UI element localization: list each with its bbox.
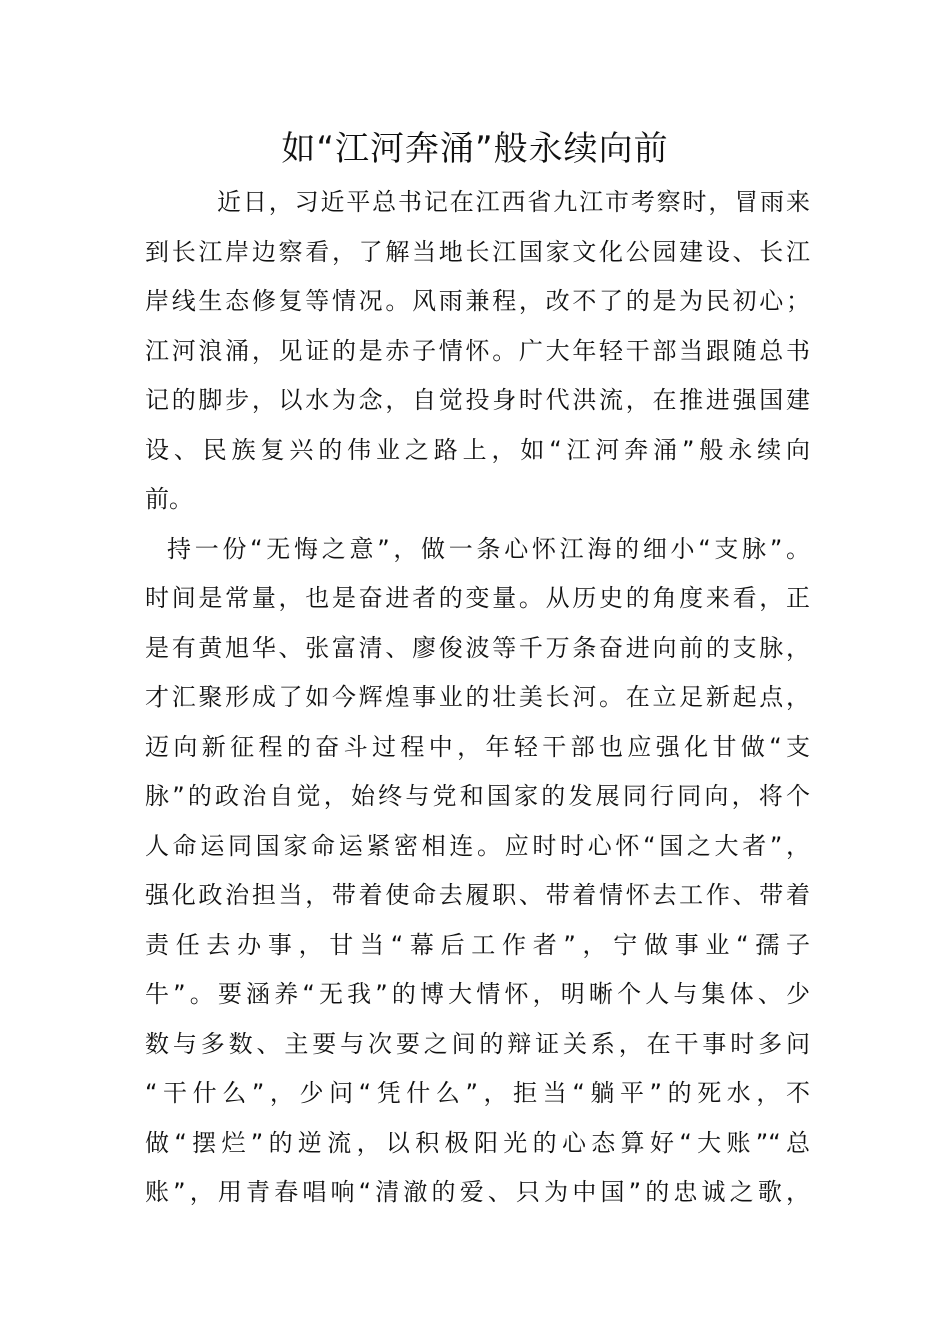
- paragraph-line: 岸线生态修复等情况。风雨兼程，改不了的是为民初心；: [145, 287, 810, 315]
- paragraph-line: 记的脚步，以水为念，自觉投身时代洪流，在推进强国建: [145, 386, 810, 414]
- paragraph-line: 迈向新征程的奋斗过程中，年轻干部也应强化甘做“支: [145, 732, 810, 761]
- paragraph-line: 人命运同国家命运紧密相连。应时时心怀“国之大者”，: [145, 831, 810, 860]
- document-title: 如“江河奔涌”般永续向前: [281, 129, 669, 169]
- paragraph-line: 强化政治担当，带着使命去履职、带着情怀去工作、带着: [145, 881, 810, 909]
- paragraph-line: 数与多数、主要与次要之间的辩证关系，在干事时多问: [145, 1029, 810, 1058]
- paragraph-line: 持一份“无悔之意”，做一条心怀江海的细小“支脉”。: [167, 534, 810, 563]
- document-body: [145, 178, 810, 1218]
- paragraph-line: 到长江岸边察看，了解当地长江国家文化公园建设、长江: [145, 237, 810, 266]
- paragraph-line: 才汇聚形成了如今辉煌事业的壮美长河。在立足新起点，: [145, 683, 810, 711]
- paragraph-line: 设、民族复兴的伟业之路上，如“江河奔涌”般永续向: [145, 435, 810, 464]
- paragraph-line: 责任去办事，甘当“幕后工作者”，宁做事业“孺子: [145, 930, 810, 959]
- paragraph-line: “干什么”，少问“凭什么”，拒当“躺平”的死水，不: [145, 1079, 810, 1107]
- paragraph-1: [145, 178, 810, 525]
- paragraph-line: 前。: [145, 485, 193, 513]
- paragraph-line: 账”，用青春唱响“清澈的爱、只为中国”的忠诚之歌，: [145, 1178, 810, 1206]
- paragraph-line: 是有黄旭华、张富清、廖俊波等千万条奋进向前的支脉，: [145, 633, 810, 662]
- paragraph-line: 做“摆烂”的逆流，以积极阳光的心态算好“大账”“总: [145, 1128, 810, 1157]
- paragraph-line: 近日，习近平总书记在江西省九江市考察时，冒雨来: [217, 188, 810, 216]
- paragraph-line: 江河浪涌，见证的是赤子情怀。广大年轻干部当跟随总书: [145, 336, 810, 365]
- paragraph-line: 脉”的政治自觉，始终与党和国家的发展同行同向，将个: [145, 782, 810, 810]
- paragraph-2: [145, 525, 810, 1218]
- paragraph-line: 时间是常量，也是奋进者的变量。从历史的角度来看，正: [145, 584, 810, 612]
- paragraph-line: 牛”。要涵养“无我”的博大情怀，明晰个人与集体、少: [145, 980, 810, 1008]
